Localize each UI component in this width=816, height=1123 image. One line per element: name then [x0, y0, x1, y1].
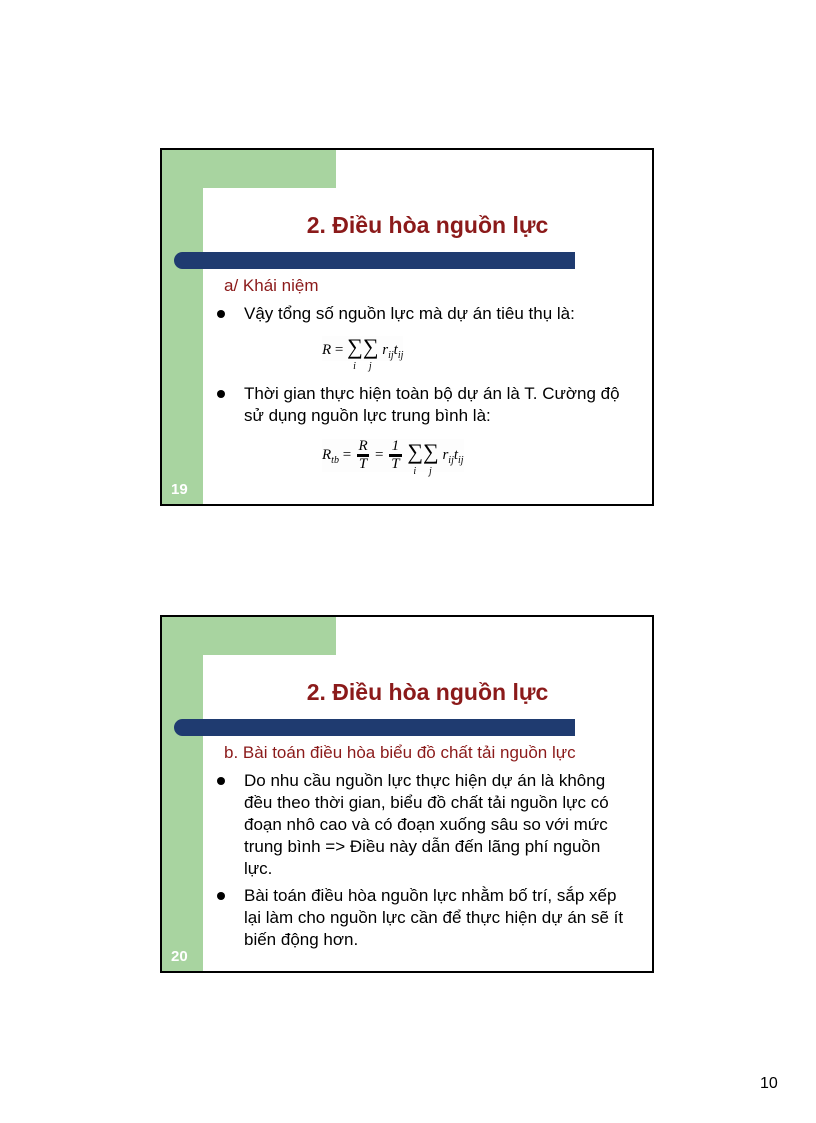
- bullet-dot-icon: [217, 390, 225, 398]
- slide-title: 2. Điều hòa nguồn lực: [306, 212, 549, 238]
- bullet-item: [224, 770, 624, 880]
- green-top-band: [162, 617, 336, 655]
- title-underline-bar: [174, 719, 575, 736]
- bullet-text: Thời gian thực hiện toàn bộ dự án là T. Cường độ sử dụng nguồn lực trung bình là:: [244, 384, 620, 425]
- bullet-item: [224, 885, 624, 951]
- page-number: 10: [760, 1075, 778, 1092]
- subheading: a/ Khái niệm: [224, 276, 319, 295]
- bullet-text: Vậy tổng số nguồn lực mà dự án tiêu thụ là:: [244, 304, 575, 323]
- slide-number: 19: [171, 481, 188, 498]
- formula-average-intensity: $R_{tb}$ = $\frac{R}{T}$ = $\frac{1}{T}$ ∑ i ∑ j $r_{ij}t_{ij}$: [322, 438, 464, 477]
- green-sidebar: [162, 150, 203, 504]
- bullet-dot-icon: [217, 310, 225, 318]
- slide-number: 20: [171, 948, 188, 965]
- bullet-dot-icon: [217, 777, 225, 785]
- bullet-text: Do nhu cầu nguồn lực thực hiện dự án là không đều theo thời gian, biểu đồ chất tải nguồn lực có đoạn nhô cao và có đoạn xuống sâu so với mức trung bình => Điều này dẫn đến lãng phí nguồn lực.: [244, 771, 609, 878]
- bullet-dot-icon: [217, 892, 225, 900]
- slide-20: [160, 615, 654, 973]
- title-underline-bar: [174, 252, 575, 269]
- slide-19: [160, 148, 654, 506]
- bullet-text: Bài toán điều hòa nguồn lực nhằm bố trí, sắp xếp lại làm cho nguồn lực cần để thực hiện dự án sẽ ít biến động hơn.: [244, 886, 624, 949]
- green-sidebar: [162, 617, 203, 971]
- green-top-band: [162, 150, 336, 188]
- bullet-item: [224, 303, 624, 325]
- formula-total-resource: R = ∑ i ∑ j $r_{ij}t_{ij}$: [322, 334, 404, 372]
- bullet-item: [224, 383, 624, 427]
- subheading: b. Bài toán điều hòa biểu đồ chất tải nguồn lực: [224, 743, 576, 762]
- slide-title: 2. Điều hòa nguồn lực: [306, 679, 549, 705]
